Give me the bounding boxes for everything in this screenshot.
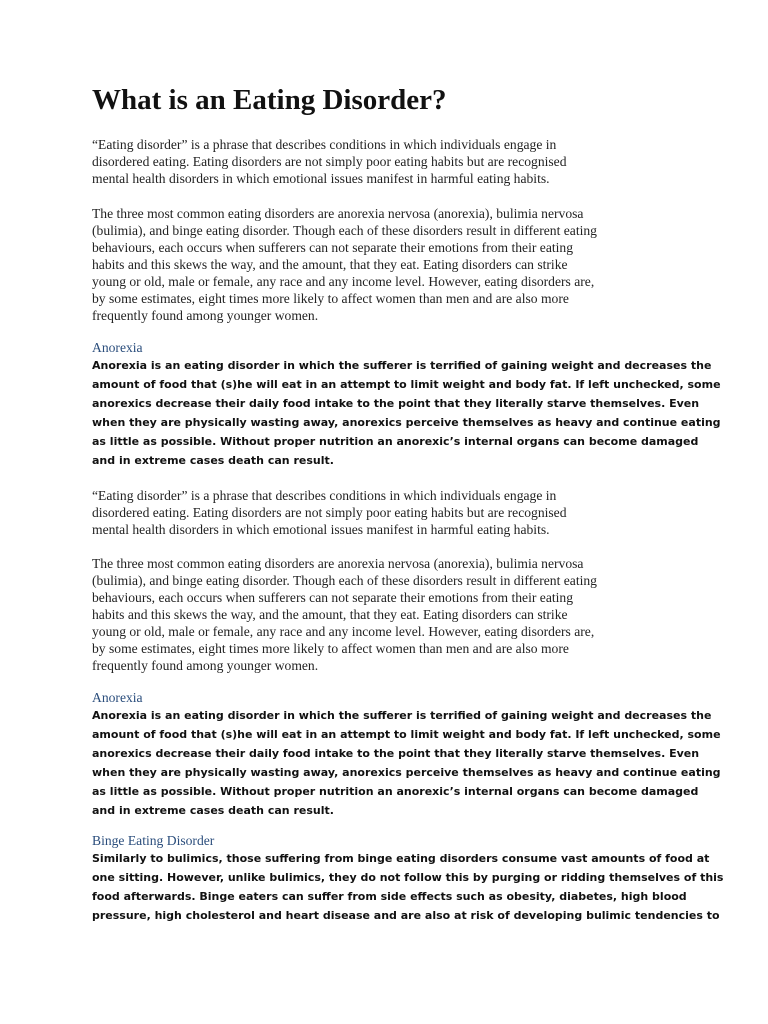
common-disorders-paragraph [92, 555, 680, 674]
paragraph-line: anorexics decrease their daily food intake to the point that they literally starve themselves. Even [92, 397, 700, 410]
page-title: What is an Eating Disorder? [92, 84, 447, 116]
paragraph-line: Anorexia is an eating disorder in which the sufferer is terrified of gaining weight and decreases the [92, 359, 712, 372]
common-disorders-paragraph [92, 205, 680, 324]
section-heading-anorexia: Anorexia [92, 690, 143, 705]
paragraph-line: young or old, male or female, any race and any income level. However, eating disorders are, [92, 624, 595, 639]
intro-paragraph [92, 136, 680, 187]
paragraph-line: (bulimia), and binge eating disorder. Though each of these disorders result in different eating [92, 223, 597, 238]
paragraph-line: as little as possible. Without proper nutrition an anorexic’s internal organs can become damaged [92, 435, 699, 448]
paragraph-line: when they are physically wasting away, anorexics perceive themselves as heavy and continue eating [92, 416, 721, 429]
paragraph-line: The three most common eating disorders are anorexia nervosa (anorexia), bulimia nervosa [92, 206, 584, 221]
paragraph-line: The three most common eating disorders are anorexia nervosa (anorexia), bulimia nervosa [92, 556, 584, 571]
paragraph-line: mental health disorders in which emotional issues manifest in harmful eating habits. [92, 171, 550, 186]
paragraph-line: amount of food that (s)he will eat in an attempt to limit weight and body fat. If left unchecked, some [92, 728, 721, 741]
paragraph-line: when they are physically wasting away, anorexics perceive themselves as heavy and continue eating [92, 766, 721, 779]
paragraph-line: habits and this skews the way, and the amount, that they eat. Eating disorders can strike [92, 257, 568, 272]
paragraph-line: (bulimia), and binge eating disorder. Though each of these disorders result in different eating [92, 573, 597, 588]
paragraph-line: young or old, male or female, any race and any income level. However, eating disorders are, [92, 274, 595, 289]
section-heading-binge-eating-disorder: Binge Eating Disorder [92, 833, 215, 848]
paragraph-line: food afterwards. Binge eaters can suffer from side effects such as obesity, diabetes, high blood [92, 890, 687, 903]
anorexia-paragraph [92, 356, 721, 470]
paragraph-line: behaviours, each occurs when sufferers can not separate their emotions from their eating [92, 240, 574, 255]
intro-paragraph [92, 487, 680, 538]
paragraph-line: disordered eating. Eating disorders are not simply poor eating habits but are recognised [92, 505, 567, 520]
anorexia-paragraph [92, 706, 721, 820]
paragraph-line: frequently found among younger women. [92, 658, 319, 673]
paragraph-line: amount of food that (s)he will eat in an attempt to limit weight and body fat. If left unchecked, some [92, 378, 721, 391]
paragraph-line: by some estimates, eight times more likely to affect women than men and are also more [92, 641, 569, 656]
binge-eating-paragraph [92, 849, 724, 925]
section-heading-anorexia: Anorexia [92, 340, 143, 355]
paragraph-line: “Eating disorder” is a phrase that describes conditions in which individuals engage in [92, 137, 557, 152]
paragraph-line: frequently found among younger women. [92, 308, 319, 323]
paragraph-line: and in extreme cases death can result. [92, 804, 334, 817]
paragraph-line: as little as possible. Without proper nutrition an anorexic’s internal organs can become damaged [92, 785, 699, 798]
paragraph-line: by some estimates, eight times more likely to affect women than men and are also more [92, 291, 569, 306]
paragraph-line: disordered eating. Eating disorders are not simply poor eating habits but are recognised [92, 154, 567, 169]
paragraph-line: “Eating disorder” is a phrase that describes conditions in which individuals engage in [92, 488, 557, 503]
paragraph-line: Similarly to bulimics, those suffering from binge eating disorders consume vast amounts of food at [92, 852, 710, 865]
paragraph-line: one sitting. However, unlike bulimics, they do not follow this by purging or ridding themselves of this [92, 871, 724, 884]
paragraph-line: habits and this skews the way, and the amount, that they eat. Eating disorders can strike [92, 607, 568, 622]
paragraph-line: anorexics decrease their daily food intake to the point that they literally starve themselves. Even [92, 747, 700, 760]
paragraph-line: pressure, high cholesterol and heart disease and are also at risk of developing bulimic tendencies to [92, 909, 720, 922]
paragraph-line: behaviours, each occurs when sufferers can not separate their emotions from their eating [92, 590, 574, 605]
paragraph-line: and in extreme cases death can result. [92, 454, 334, 467]
paragraph-line: mental health disorders in which emotional issues manifest in harmful eating habits. [92, 522, 550, 537]
paragraph-line: Anorexia is an eating disorder in which the sufferer is terrified of gaining weight and decreases the [92, 709, 712, 722]
